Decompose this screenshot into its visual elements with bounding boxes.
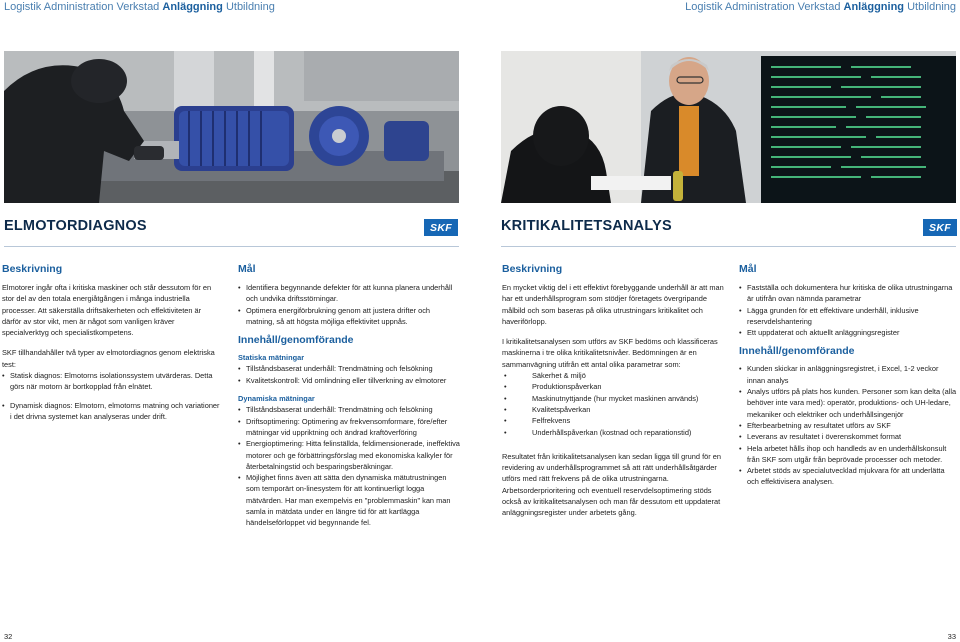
section-title-elmotordiagnos: ELMOTORDIAGNOS (4, 218, 147, 234)
list-item: • Möjlighet finns även att sätta den dynamiska mätutrustningen som temporärt on-linesystem för att kontinuerligt logga mätvärden. Har man exempelvis en "problemmaskin" kan man samla in mätdata under en längre tid för att kartlägga händelseförloppet vid begynnande fel. (238, 472, 460, 528)
page-header-left (4, 1, 275, 13)
column-heading: Mål (739, 263, 757, 275)
list-item: • Arbetet stöds av specialutvecklad mjukvara för att underlätta och effektivisera analysen. (739, 465, 957, 488)
kritikalitet-goals-column (739, 263, 957, 488)
list-item: • Statisk diagnos: Elmotorns isolationssystem utvärderas. Detta görs när motorn är bortkopplad från elnätet. (2, 370, 222, 393)
column-heading: Innehåll/genomförande (739, 345, 855, 358)
list-item: • Kvalitetspåverkan (502, 404, 724, 415)
diagnosis-type-list (2, 370, 222, 393)
goals-list (238, 282, 460, 327)
divider (4, 246, 459, 247)
kritikalitet-description-column (502, 263, 724, 528)
skf-logo: SKF (424, 219, 458, 236)
list-item: • Ett uppdaterat och aktuellt anläggningsregister (739, 327, 957, 338)
list-item: • Driftsoptimering: Optimering av frekvensomformare, före/efter mätningar vid uppriktning och ändrad kraftöverföring (238, 416, 460, 439)
list-item: • Underhållspåverkan (kostnad och reparationstid) (502, 427, 724, 438)
header-prefix: Logistik Administration Verkstad (685, 1, 841, 13)
list-item: • Fastställa och dokumentera hur kritiska de olika utrustningarna är utifrån ovan nämnda parametrar (739, 282, 957, 305)
subheading: Statiska mätningar (238, 353, 305, 363)
parameter-list (502, 370, 724, 438)
diagnosis-type-list (2, 400, 222, 423)
paragraph: SKF tillhandahåller två typer av elmotordiagnos genom elektriska test: (2, 348, 215, 369)
list-item: • Energioptimering: Hitta felinställda, feldimensionerade, ineffektiva motorer och ge förbättringsförslag med ekonomiska kalkyler för återbetalningstid och besparingsberäkningar. (238, 438, 460, 472)
section-title-kritikalitetsanalys: KRITIKALITETSANALYS (501, 218, 672, 234)
list-item: • Felfrekvens (502, 415, 724, 426)
paragraph: Elmotorer ingår ofta i kritiska maskiner och står dessutom för en stor del av den totala energiåtgången i många industriella processer. Att säkerställa driftsäkerheten och effektiviteten är därför av stor vikt, men är något som vanligen kräver specialverktyg och specialistkompetens. (2, 283, 212, 338)
column-heading: Mål (238, 263, 256, 275)
static-measurements-list (238, 363, 460, 386)
control-room-photo (501, 51, 956, 203)
list-item: • Produktionspåverkan (502, 381, 724, 392)
page-number-left: 32 (4, 632, 13, 641)
page-number-right: 33 (947, 632, 956, 641)
list-item: • Kvalitetskontroll: Vid omlindning eller tillverkning av elmotorer (238, 375, 460, 386)
list-item: • Lägga grunden för ett effektivare underhåll, inklusive reservdelshantering (739, 305, 957, 328)
motor-technician-photo (4, 51, 459, 203)
list-item: • Analys utförs på plats hos kunden. Personer som kan delta (alla behöver inte vara med): operatör, produktions- och UH-ledare, mekaniker och elektriker och underhållsingenjör (739, 386, 957, 420)
paragraph: En mycket viktig del i ett effektivt förebyggande underhåll är att man har ett underhållsprogram som stödjer företagets övergripande målbild och som baseras på olika utrustningars kritikalitet och haveriförlopp. (502, 283, 724, 326)
dynamic-measurements-list (238, 404, 460, 528)
header-suffix: Utbildning (225, 1, 275, 13)
list-item: • Identifiera begynnande defekter för att kunna planera underhåll och undvika driftsstörningar. (238, 282, 460, 305)
column-heading: Innehåll/genomförande (238, 334, 354, 347)
elmotordiagnos-description-column (2, 263, 222, 422)
skf-logo: SKF (923, 219, 957, 236)
column-heading: Beskrivning (502, 263, 563, 275)
header-suffix: Utbildning (907, 1, 956, 13)
list-item: • Hela arbetet hålls ihop och handleds av en underhållskonsult från SKF som utgår från beprövade processer och metoder. (739, 443, 957, 466)
list-item: • Efterbearbetning av resultatet utförs av SKF (739, 420, 957, 431)
column-heading: Beskrivning (2, 263, 63, 275)
header-active-section: Anläggning (843, 1, 905, 13)
list-item: • Dynamisk diagnos: Elmotorn, elmotorns matning och variationer i det drivna systemet kan analyseras under drift. (2, 400, 222, 423)
subheading: Dynamiska mätningar (238, 394, 315, 404)
list-item: • Optimera energiförbrukning genom att justera drifter och matning, så att högsta möjliga effektivitet uppnås. (238, 305, 460, 328)
paragraph: Resultatet från kritikalitetsanalysen kan sedan ligga till grund för en revidering av underhållsprogrammet så att rätt underhållsåtgärder utförs med rätt frekvens på de olika utrustningarna. Arbetsorderprioritering och eventuell reservdelsoptimering stöds också av kritikalitetsanalysen och man får dessutom ett uppdaterat anläggningsregister under arbetets gång. (502, 451, 721, 518)
page-header-right (685, 1, 956, 13)
paragraph: I kritikalitetsanalysen som utförs av SKF bedöms och klassificeras maskinerna i tre olika kritikalitetsnivåer. Bedömningen är en sammanvägning utifrån ett antal olika parametrar som: (502, 337, 718, 369)
divider (501, 246, 956, 247)
list-item: • Maskinutnyttjande (hur mycket maskinen används) (502, 393, 724, 404)
list-item: • Tillståndsbaserat underhåll: Trendmätning och felsökning (238, 363, 460, 374)
list-item: • Kunden skickar in anläggningsregistret, i Excel, 1-2 veckor innan analys (739, 363, 957, 386)
list-item: • Tillståndsbaserat underhåll: Trendmätning och felsökning (238, 404, 460, 415)
header-prefix: Logistik Administration Verkstad (4, 1, 160, 13)
implementation-list (739, 363, 957, 487)
goals-list (739, 282, 957, 338)
header-active-section: Anläggning (162, 1, 223, 13)
list-item: • Säkerhet & miljö (502, 370, 724, 381)
elmotordiagnos-goals-column (238, 263, 460, 529)
list-item: • Leverans av resultatet i överenskommet format (739, 431, 957, 442)
